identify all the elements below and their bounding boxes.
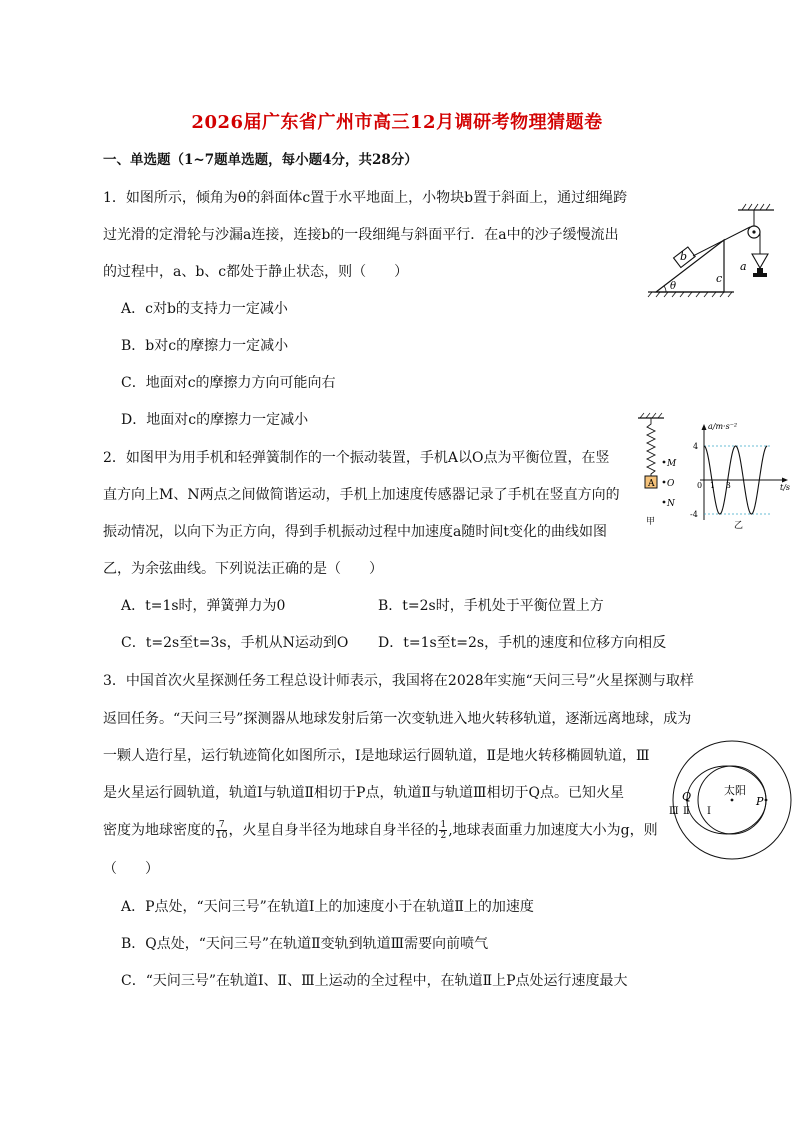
section-heading: 一、单选题（1~7题单选题，每小题4分，共28分） (103, 152, 418, 168)
q3-line-4: 是火星运行圆轨道，轨道Ⅰ与轨道Ⅱ相切于P点，轨道Ⅱ与轨道Ⅲ相切于Q点。已知火星 (103, 785, 624, 801)
y-tick-neg4: -4 (690, 510, 698, 519)
label-orbit-ii: Ⅱ (683, 806, 690, 817)
label-orbit-i: Ⅰ (707, 806, 711, 817)
q2-line-3: 振动情况，以向下为正方向，得到手机振动过程中加速度a随时间t变化的曲线如图 (103, 524, 607, 540)
fraction-one-half (439, 820, 447, 841)
q3-line-1: 3．中国首次火星探测任务工程总设计师表示，我国将在2028年实施“天问三号”火星探测与取样 (103, 673, 694, 689)
point-p (765, 799, 768, 802)
x-axis-arrow (782, 478, 788, 483)
label-p: P (756, 795, 764, 808)
fraction-2-denominator: 2 (440, 831, 447, 841)
q2-line-1: 2．如图甲为用手机和轻弹簧制作的一个振动装置，手机A以O点为平衡位置，在竖 (103, 450, 610, 466)
q3-line-3: 一颗人造行星，运行轨迹简化如图所示，Ⅰ是地球运行圆轨道，Ⅱ是地火转移椭圆轨道，Ⅲ (103, 748, 650, 764)
q1-option-a[interactable]: A．c对b的支持力一定减小 (121, 301, 288, 317)
sun-dot (731, 799, 734, 802)
y-tick-4: 4 (693, 442, 699, 451)
label-c: c (716, 272, 723, 285)
fraction-seven-tenths (216, 820, 227, 841)
x-tick-1: 1 (709, 481, 715, 490)
q1-option-c[interactable]: C．地面对c的摩擦力方向可能向右 (121, 375, 336, 391)
q2-option-c[interactable]: C．t=2s至t=3s，手机从N运动到O (121, 635, 349, 651)
fraction-1-numerator: 7 (216, 820, 227, 831)
label-q: Q (682, 790, 692, 803)
label-phone-a: A (648, 479, 655, 489)
q2-line-4: 乙，为余弦曲线。下列说法正确的是（ ） (103, 561, 383, 577)
label-theta: θ (670, 281, 677, 292)
label-b: b (680, 250, 688, 263)
x-axis-label: t/s (780, 483, 791, 492)
label-n: N (667, 499, 675, 509)
fraction-1-denominator: 10 (216, 831, 228, 841)
q3-line-6: （ ） (103, 861, 159, 877)
q1-option-b[interactable]: B．b对c的摩擦力一定减小 (121, 338, 289, 354)
q1-line-3: 的过程中，a、b、c都处于静止状态，则（ ） (103, 264, 409, 280)
x-tick-3: 3 (725, 481, 731, 490)
q1-line-1: 1．如图所示，倾角为θ的斜面体c置于水平地面上，小物块b置于斜面上，通过细绳跨 (103, 190, 628, 206)
orbit-ii (687, 766, 766, 834)
q3-line-5 (103, 820, 658, 841)
q3-line-5-part-b: ，火星自身半径为地球自身半径的 (228, 822, 439, 839)
q2-option-b[interactable]: B．t=2s时，手机处于平衡位置上方 (378, 598, 604, 614)
q3-line-2: 返回任务。“天问三号”探测器从地球发射后第一次变轨进入地火转移轨道，逐渐远离地球，成为 (103, 711, 692, 727)
label-m: M (667, 459, 677, 469)
q2-line-2: 直方向上M、N两点之间做简谐运动，手机上加速度传感器记录了手机在竖直方向的 (103, 487, 620, 503)
origin-label: 0 (697, 481, 703, 490)
fraction-2-numerator: 1 (440, 820, 447, 830)
q2-option-a[interactable]: A．t=1s时，弹簧弹力为0 (121, 598, 286, 614)
q3-option-c[interactable]: C．“天问三号”在轨道Ⅰ、Ⅱ、Ⅲ上运动的全过程中，在轨道Ⅱ上P点处运行速度最大 (121, 973, 628, 989)
q1-line-2: 过光滑的定滑轮与沙漏a连接，连接b的一段细绳与斜面平行．在a中的沙子缓慢流出 (103, 227, 619, 243)
q2-acceleration-chart (690, 420, 790, 532)
label-a: a (740, 260, 747, 273)
y-axis-label: a/m·s⁻² (708, 422, 738, 431)
q3-option-b[interactable]: B．Q点处，“天问三号”在轨道Ⅱ变轨到轨道Ⅲ需要向前喷气 (121, 936, 489, 952)
sun-label: 太阳 (724, 784, 746, 797)
label-o: O (667, 479, 675, 489)
q3-orbit-figure (670, 738, 794, 862)
q3-line-5-part-c: ,地球表面重力加速度大小为g，则 (448, 822, 658, 839)
label-yi: 乙 (734, 521, 744, 531)
q2-spring-figure (636, 412, 686, 530)
q3-line-5-part-a: 密度为地球密度的 (103, 822, 215, 839)
q1-option-d[interactable]: D．地面对c的摩擦力一定减小 (121, 412, 309, 428)
label-jia: 甲 (646, 517, 656, 527)
y-axis-arrow (702, 424, 707, 430)
page-title: 2026届广东省广州市高三12月调研考物理猜题卷 (191, 112, 603, 133)
label-orbit-iii: Ⅲ (669, 806, 679, 817)
q2-option-d[interactable]: D．t=1s至t=2s，手机的速度和位移方向相反 (378, 635, 667, 651)
q3-option-a[interactable]: A．P点处，“天问三号”在轨道Ⅰ上的加速度小于在轨道Ⅱ上的加速度 (121, 899, 534, 915)
q1-incline-figure (642, 200, 777, 300)
